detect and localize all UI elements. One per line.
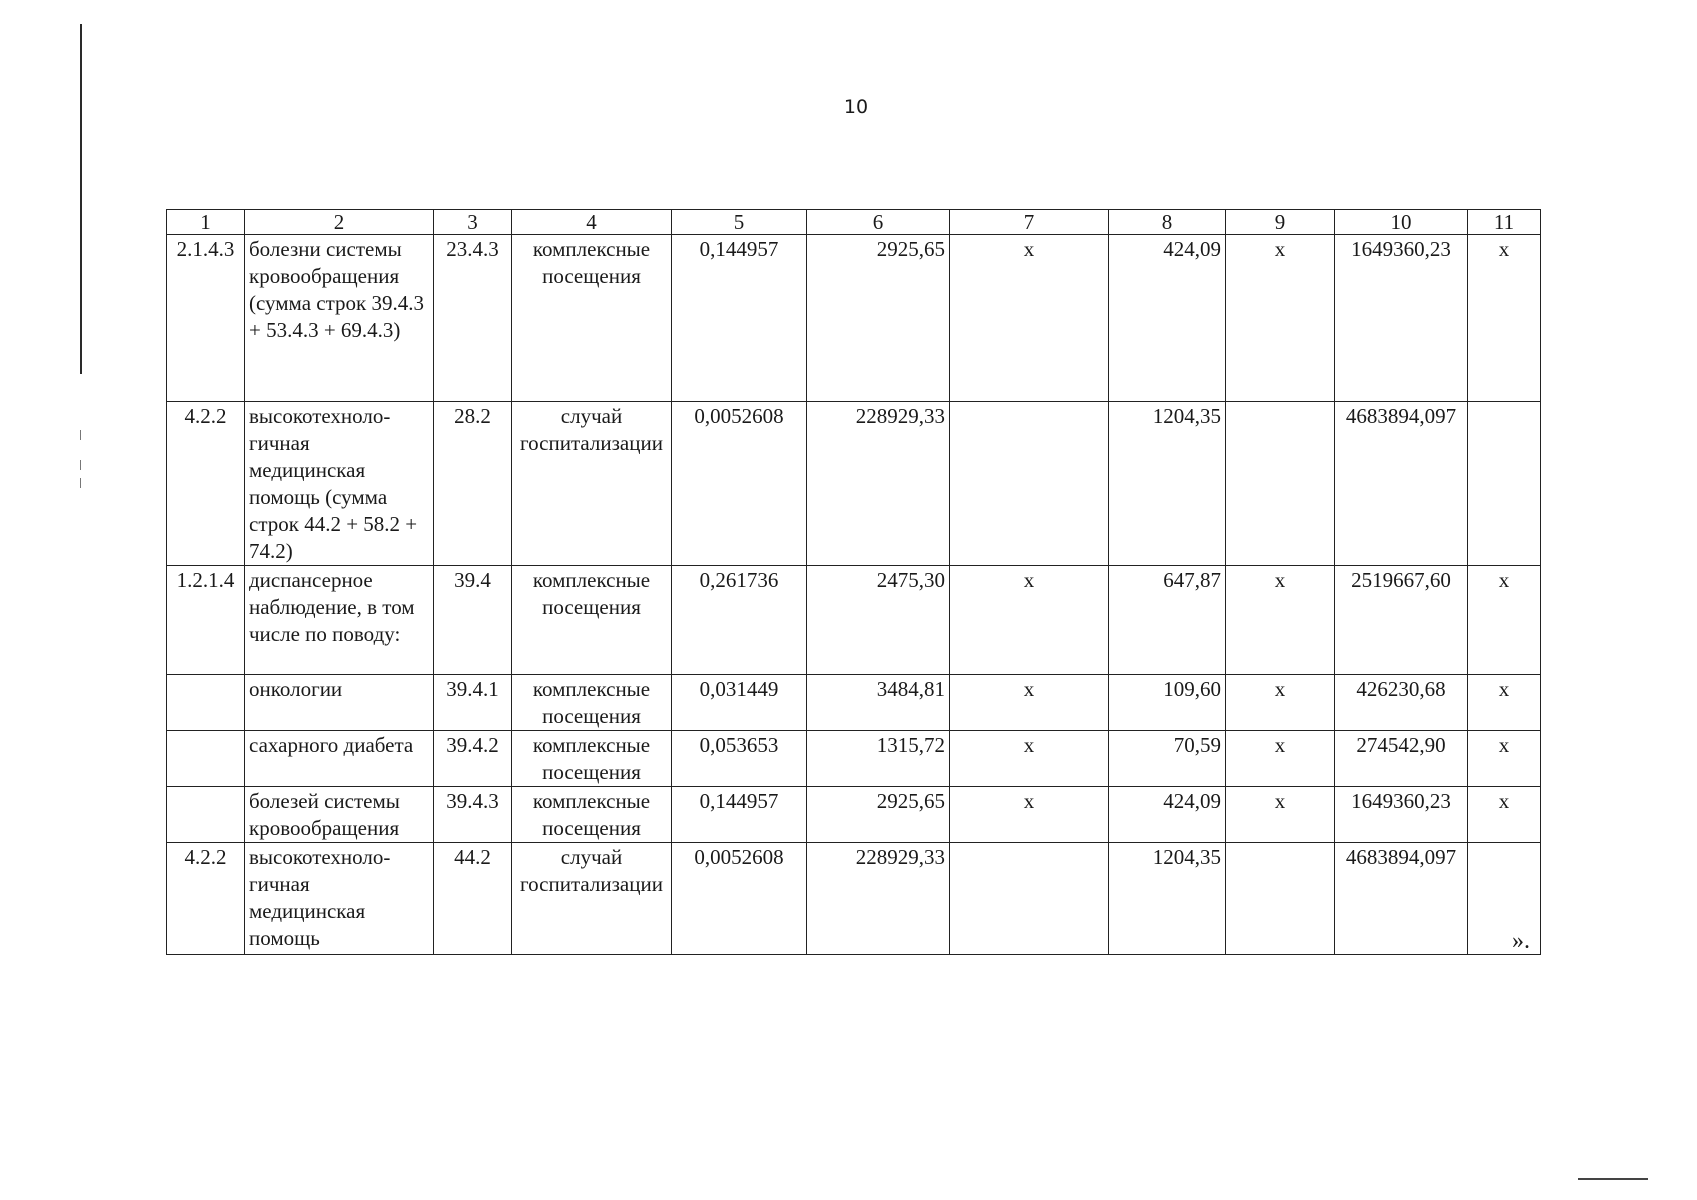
- header-cell: 7: [950, 210, 1109, 235]
- row-value-cell: x: [1226, 731, 1335, 787]
- row-value-cell: 228929,33: [807, 843, 950, 955]
- row-line-cell: 39.4.2: [434, 731, 512, 787]
- row-value-cell: 70,59: [1109, 731, 1226, 787]
- row-value-cell: 0,144957: [672, 235, 807, 402]
- row-line-cell: 39.4: [434, 566, 512, 675]
- row-value-cell: x: [1468, 787, 1541, 843]
- row-value-cell: [950, 402, 1109, 566]
- table-row: [167, 402, 1541, 566]
- row-value-cell: x: [1468, 566, 1541, 675]
- table-header-row: [167, 210, 1541, 235]
- header-cell: 5: [672, 210, 807, 235]
- header-cell: 9: [1226, 210, 1335, 235]
- row-code-cell: [167, 731, 245, 787]
- row-value-cell: 1204,35: [1109, 402, 1226, 566]
- header-cell: 11: [1468, 210, 1541, 235]
- row-value-cell: x: [1226, 566, 1335, 675]
- row-value-cell: 2475,30: [807, 566, 950, 675]
- row-value-cell: [950, 843, 1109, 955]
- row-unit-cell: комплексные посещения: [512, 787, 672, 843]
- row-unit-cell: комплексные посещения: [512, 566, 672, 675]
- row-value-cell: x: [950, 787, 1109, 843]
- corner-rule: [1578, 1178, 1648, 1180]
- row-value-cell: 4683894,097: [1335, 402, 1468, 566]
- row-value-cell: 0,031449: [672, 675, 807, 731]
- page-number: 10: [843, 96, 869, 118]
- row-code-cell: 4.2.2: [167, 402, 245, 566]
- header-cell: 3: [434, 210, 512, 235]
- row-value-cell: 2925,65: [807, 235, 950, 402]
- row-name-cell: болезни системы кровообращения (сумма строк 39.4.3 + 53.4.3 + 69.4.3): [245, 235, 434, 402]
- header-cell: 2: [245, 210, 434, 235]
- row-value-cell: 424,09: [1109, 235, 1226, 402]
- row-value-cell: x: [1226, 675, 1335, 731]
- left-margin-rule: [80, 24, 82, 374]
- row-unit-cell: случай госпитализации: [512, 843, 672, 955]
- row-value-cell: [1226, 843, 1335, 955]
- row-value-cell: 1649360,23: [1335, 787, 1468, 843]
- row-name-cell: диспансерное наблюдение, в том числе по поводу:: [245, 566, 434, 675]
- row-value-cell: 1204,35: [1109, 843, 1226, 955]
- row-unit-cell: комплексные посещения: [512, 235, 672, 402]
- row-name-cell: болезей системы кровообращения: [245, 787, 434, 843]
- row-line-cell: 23.4.3: [434, 235, 512, 402]
- row-code-cell: 4.2.2: [167, 843, 245, 955]
- row-value-cell: x: [950, 235, 1109, 402]
- table-row: [167, 235, 1541, 402]
- row-value-cell: [1468, 402, 1541, 566]
- row-value-cell: 109,60: [1109, 675, 1226, 731]
- row-name-cell: высокотехноло-гичная медицинская помощь: [245, 843, 434, 955]
- row-value-cell: 274542,90: [1335, 731, 1468, 787]
- closing-quote-mark: ».: [1512, 928, 1530, 954]
- row-name-cell: онкологии: [245, 675, 434, 731]
- header-cell: 10: [1335, 210, 1468, 235]
- table-row: [167, 566, 1541, 675]
- row-value-cell: x: [950, 675, 1109, 731]
- row-value-cell: 0,053653: [672, 731, 807, 787]
- row-unit-cell: комплексные посещения: [512, 731, 672, 787]
- row-value-cell: 4683894,097: [1335, 843, 1468, 955]
- row-value-cell: 1315,72: [807, 731, 950, 787]
- row-code-cell: 1.2.1.4: [167, 566, 245, 675]
- row-value-cell: 647,87: [1109, 566, 1226, 675]
- row-code-cell: [167, 787, 245, 843]
- row-value-cell: [1226, 402, 1335, 566]
- row-name-cell: сахарного диабета: [245, 731, 434, 787]
- table-row: [167, 843, 1541, 955]
- row-unit-cell: комплексные посещения: [512, 675, 672, 731]
- left-margin-dash: [80, 430, 81, 440]
- row-value-cell: x: [1226, 787, 1335, 843]
- row-name-cell: высокотехноло-гичная медицинская помощь (сумма строк 44.2 + 58.2 + 74.2): [245, 402, 434, 566]
- header-cell: 1: [167, 210, 245, 235]
- row-code-cell: 2.1.4.3: [167, 235, 245, 402]
- left-margin-dash: [80, 478, 81, 488]
- row-unit-cell: случай госпитализации: [512, 402, 672, 566]
- row-value-cell: 2925,65: [807, 787, 950, 843]
- row-value-cell: 228929,33: [807, 402, 950, 566]
- row-line-cell: 28.2: [434, 402, 512, 566]
- row-value-cell: 1649360,23: [1335, 235, 1468, 402]
- table-row: [167, 731, 1541, 787]
- header-cell: 4: [512, 210, 672, 235]
- row-value-cell: x: [1468, 731, 1541, 787]
- row-value-cell: 0,0052608: [672, 843, 807, 955]
- row-value-cell: 0,261736: [672, 566, 807, 675]
- row-code-cell: [167, 675, 245, 731]
- table-row: [167, 787, 1541, 843]
- row-value-cell: 424,09: [1109, 787, 1226, 843]
- row-line-cell: 39.4.1: [434, 675, 512, 731]
- row-value-cell: 426230,68: [1335, 675, 1468, 731]
- data-table: [166, 209, 1541, 955]
- row-value-cell: 0,144957: [672, 787, 807, 843]
- row-line-cell: 44.2: [434, 843, 512, 955]
- row-value-cell: x: [1226, 235, 1335, 402]
- header-cell: 6: [807, 210, 950, 235]
- row-value-cell: x: [1468, 235, 1541, 402]
- left-margin-dash: [80, 460, 81, 470]
- header-cell: 8: [1109, 210, 1226, 235]
- row-value-cell: x: [1468, 675, 1541, 731]
- row-value-cell: 3484,81: [807, 675, 950, 731]
- table-row: [167, 675, 1541, 731]
- row-value-cell: x: [950, 731, 1109, 787]
- row-line-cell: 39.4.3: [434, 787, 512, 843]
- row-value-cell: 2519667,60: [1335, 566, 1468, 675]
- row-value-cell: 0,0052608: [672, 402, 807, 566]
- row-value-cell: x: [950, 566, 1109, 675]
